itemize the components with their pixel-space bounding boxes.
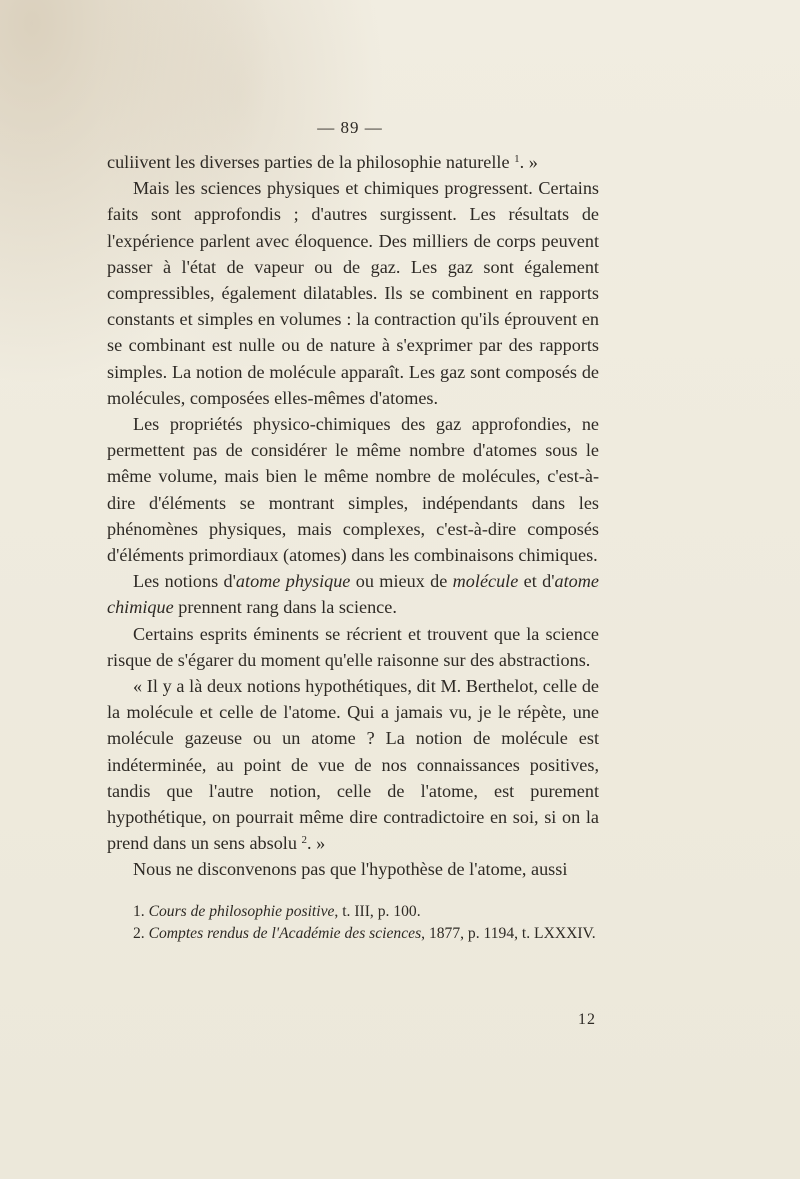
paragraph: Mais les sciences physiques et chimiques progressent. Certains faits sont approfondis ; d'autres surgissent. Les résultats de l'expérience parlent avec éloquence. Des milliers de corps peuvent passer à l'état de vapeur ou de gaz. Les gaz sont également compressibles, également dilatables. Ils se combinent en rapports constants et simples en volumes : la contraction qu'ils éprouvent en se combinant est nulle ou de nature à s'exprimer par des rapports simples. La notion de molécule apparaît. Les gaz sont composés de molécules, composées elles-mêmes d'atomes. [107, 178, 599, 408]
italic-term: atome physique [235, 571, 351, 592]
footnote-title: Comptes rendus de l'Académie des sciences [148, 925, 422, 942]
paragraph-continuation [107, 149, 599, 175]
paragraph: Certains esprits éminents se récrient et trouvent que la science risque de s'égarer du moment qu'elle raisonne sur des abstractions. [107, 623, 599, 670]
text-run: et d' [518, 571, 555, 592]
footnote-number: 2. [133, 925, 149, 942]
footnote-ref: 2 [301, 834, 307, 847]
footnote-number: 1. [133, 903, 149, 920]
footnotes [107, 901, 599, 945]
page-number: — 89 — [317, 118, 383, 137]
text-run: culiivent les diverses parties de la philosophie naturelle [107, 152, 515, 172]
main-text [107, 149, 599, 883]
text-run: « Il y a là deux notions hypothétiques, dit M. Berthelot, celle de la molécule et celle de l'atome. Qui a jamais vu, je le répète, une molécule gazeuse ou un atome ? La notion de molécule est indéterminée, au point de vue de nos connaissances positives, tandis que l'autre notion, celle de l'atome, est purement hypothétique, on pourrait même dire contradictoire en soi, si on la prend dans un sens absolu [107, 676, 599, 854]
text-run: ou mieux de [350, 571, 453, 592]
paragraph-quote [107, 673, 599, 856]
footnote-ref: 1 [514, 153, 520, 165]
footnote-2 [107, 923, 599, 945]
text-run: . » [306, 833, 326, 854]
text-run: prennent rang dans la science. [173, 597, 397, 618]
italic-term: molécule [452, 571, 519, 592]
italic-term: atome chimique [107, 571, 599, 618]
text-run: Les notions d' [133, 571, 236, 592]
footnote-1 [107, 901, 599, 923]
paragraph [107, 568, 599, 620]
paragraph: Les propriétés physico-chimiques des gaz approfondies, ne permettent pas de considérer le même nombre d'atomes sous le même volume, mais bien le même nombre de molécules, c'est-à-dire d'éléments se montrant simples, indépendants dans les phénomènes physiques, mais complexes, c'est-à-dire composés d'éléments primordiaux (atomes) dans les combinaisons chimiques. [107, 414, 599, 566]
footnote-ref-text: , 1877, p. 1194, t. LXXXIV. [421, 925, 596, 942]
footnote-ref-text: , t. III, p. 100. [334, 903, 421, 920]
text-run: . » [519, 152, 538, 172]
paragraph: Nous ne disconvenons pas que l'hypothèse de l'atome, aussi [133, 859, 568, 880]
signature-mark: 12 [578, 1011, 596, 1028]
footnote-title: Cours de philosophie positive [148, 903, 335, 920]
